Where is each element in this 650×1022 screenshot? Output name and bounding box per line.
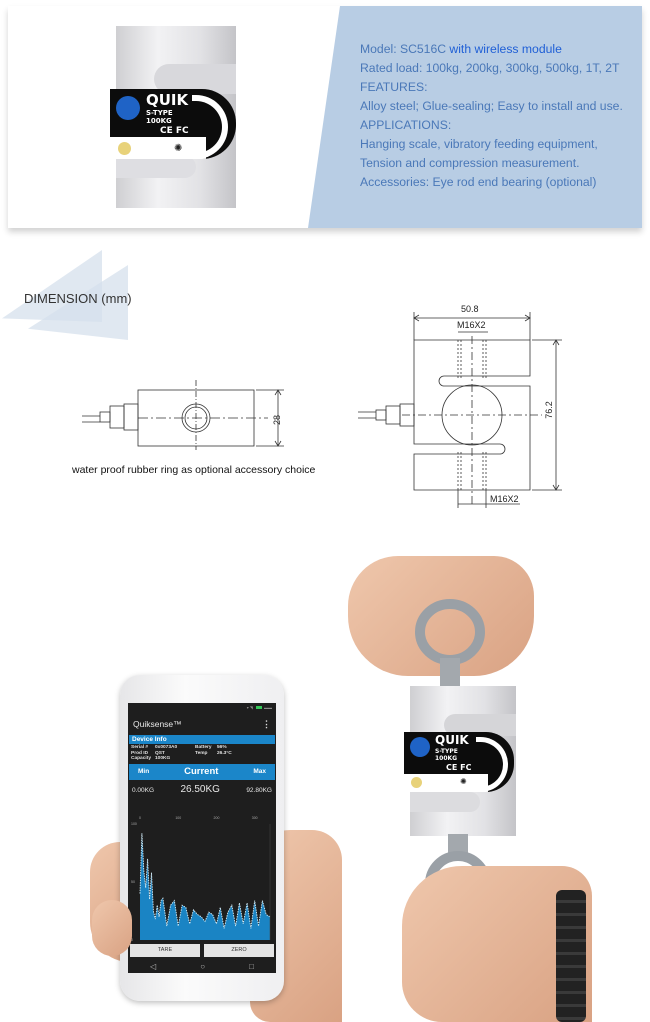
x-tick-label: 100 (175, 816, 182, 820)
spec-model: Model: SC516C with wireless module (360, 42, 562, 56)
y-tick-label: 100 (131, 822, 137, 826)
label-type: S-TYPE (146, 109, 173, 117)
app-screen (128, 703, 276, 973)
temp-label: Temp (195, 750, 208, 756)
min-value: 0.00KG (132, 786, 155, 794)
serial-label: Serial # (131, 745, 149, 750)
sun-icon: ✺ (460, 777, 467, 786)
x-tick-label: 0 (139, 816, 141, 820)
battery-value: 56% (217, 745, 227, 750)
front-width-label: 50.8 (461, 304, 479, 314)
spec-list (360, 40, 640, 192)
kebab-menu-icon[interactable]: ⋮ (262, 718, 271, 729)
min-label: Min (138, 768, 150, 776)
led-indicator-icon (411, 777, 422, 788)
dimension-title: DIMENSION (mm) (24, 291, 132, 306)
app-title: Quiksense™ (133, 719, 182, 729)
spec-rated-load: Rated load: 100kg, 200kg, 300kg, 500kg, 1T, 2T (360, 61, 620, 75)
label-brand: QUIK (435, 733, 469, 747)
y-tick-label: 0 (131, 938, 133, 942)
readings-header (129, 764, 275, 780)
current-value: 26.50KG (180, 783, 220, 795)
thumb (92, 900, 132, 956)
device-info-heading: Device Info (129, 735, 275, 744)
capacity-label: Capacity (131, 756, 151, 762)
battery-icon (256, 706, 262, 709)
spec-accessories: Accessories: Eye rod end bearing (optional) (360, 175, 597, 189)
blue-dot-icon (410, 737, 430, 757)
side-height-label: 28 (272, 414, 283, 426)
front-height-label: 76.2 (543, 401, 554, 419)
label-capacity: 100KG (146, 117, 172, 125)
temp-value: 26.3°C (217, 750, 232, 756)
spec-features-heading: FEATURES: (360, 80, 428, 94)
zero-button[interactable]: ZERO (204, 944, 274, 957)
x-tick-label: 200 (213, 816, 220, 820)
back-icon[interactable]: ◁ (150, 961, 157, 971)
serial-value: 0x0073A0 (155, 745, 178, 750)
battery-label: Battery (195, 745, 212, 750)
y-tick-label: 50 (131, 880, 135, 884)
x-tick-label: 300 (251, 816, 258, 820)
readings-values (128, 780, 276, 795)
load-chart (128, 814, 276, 944)
side-view-drawing (78, 378, 298, 450)
label-certs: CE FC (446, 763, 472, 772)
recent-apps-icon[interactable]: □ (249, 961, 254, 971)
max-value: 92.80KG (246, 786, 272, 794)
load-cell-image (106, 26, 246, 208)
wireless-highlight: with wireless module (449, 42, 562, 56)
capacity-value: 100KG (155, 756, 171, 762)
product-banner (8, 6, 642, 228)
label-brand: QUIK (146, 91, 189, 109)
action-buttons (130, 944, 274, 957)
sun-icon: ✺ (174, 143, 183, 154)
dimension-caption: water proof rubber ring as optional accessory choice (72, 464, 316, 476)
spec-applications-1: Hanging scale, vibratory feeding equipment, (360, 137, 598, 151)
smartphone (120, 675, 284, 1001)
home-icon[interactable]: ○ (200, 961, 206, 971)
android-nav-bar (128, 959, 276, 973)
app-bar (128, 713, 276, 735)
spec-applications-heading: APPLICATIONS: (360, 118, 452, 132)
spec-applications-2: Tension and compression measurement. (360, 156, 580, 170)
front-view-drawing (352, 308, 562, 510)
prod-id-label: Prod ID (131, 750, 149, 756)
max-label: Max (253, 768, 266, 776)
eye-bolt-top (410, 598, 490, 688)
wristwatch (556, 890, 586, 1022)
thread-top-label: M16X2 (457, 320, 486, 330)
thread-bottom-label: M16X2 (490, 494, 519, 504)
label-capacity: 100KG (435, 755, 458, 762)
label-type: S-TYPE (435, 748, 458, 755)
device-info-grid (128, 744, 276, 763)
blue-dot-icon (116, 96, 140, 120)
status-bar: ▾ ◥ ▬▬ (246, 705, 272, 710)
prod-id-value: QST (155, 750, 165, 756)
current-label: Current (184, 766, 219, 778)
label-certs: CE FC (160, 126, 189, 136)
tare-button[interactable]: TARE (130, 944, 200, 957)
spec-features: Alloy steel; Glue-sealing; Easy to install and use. (360, 99, 623, 113)
hanging-load-cell (404, 686, 524, 836)
led-indicator-icon (118, 142, 131, 155)
